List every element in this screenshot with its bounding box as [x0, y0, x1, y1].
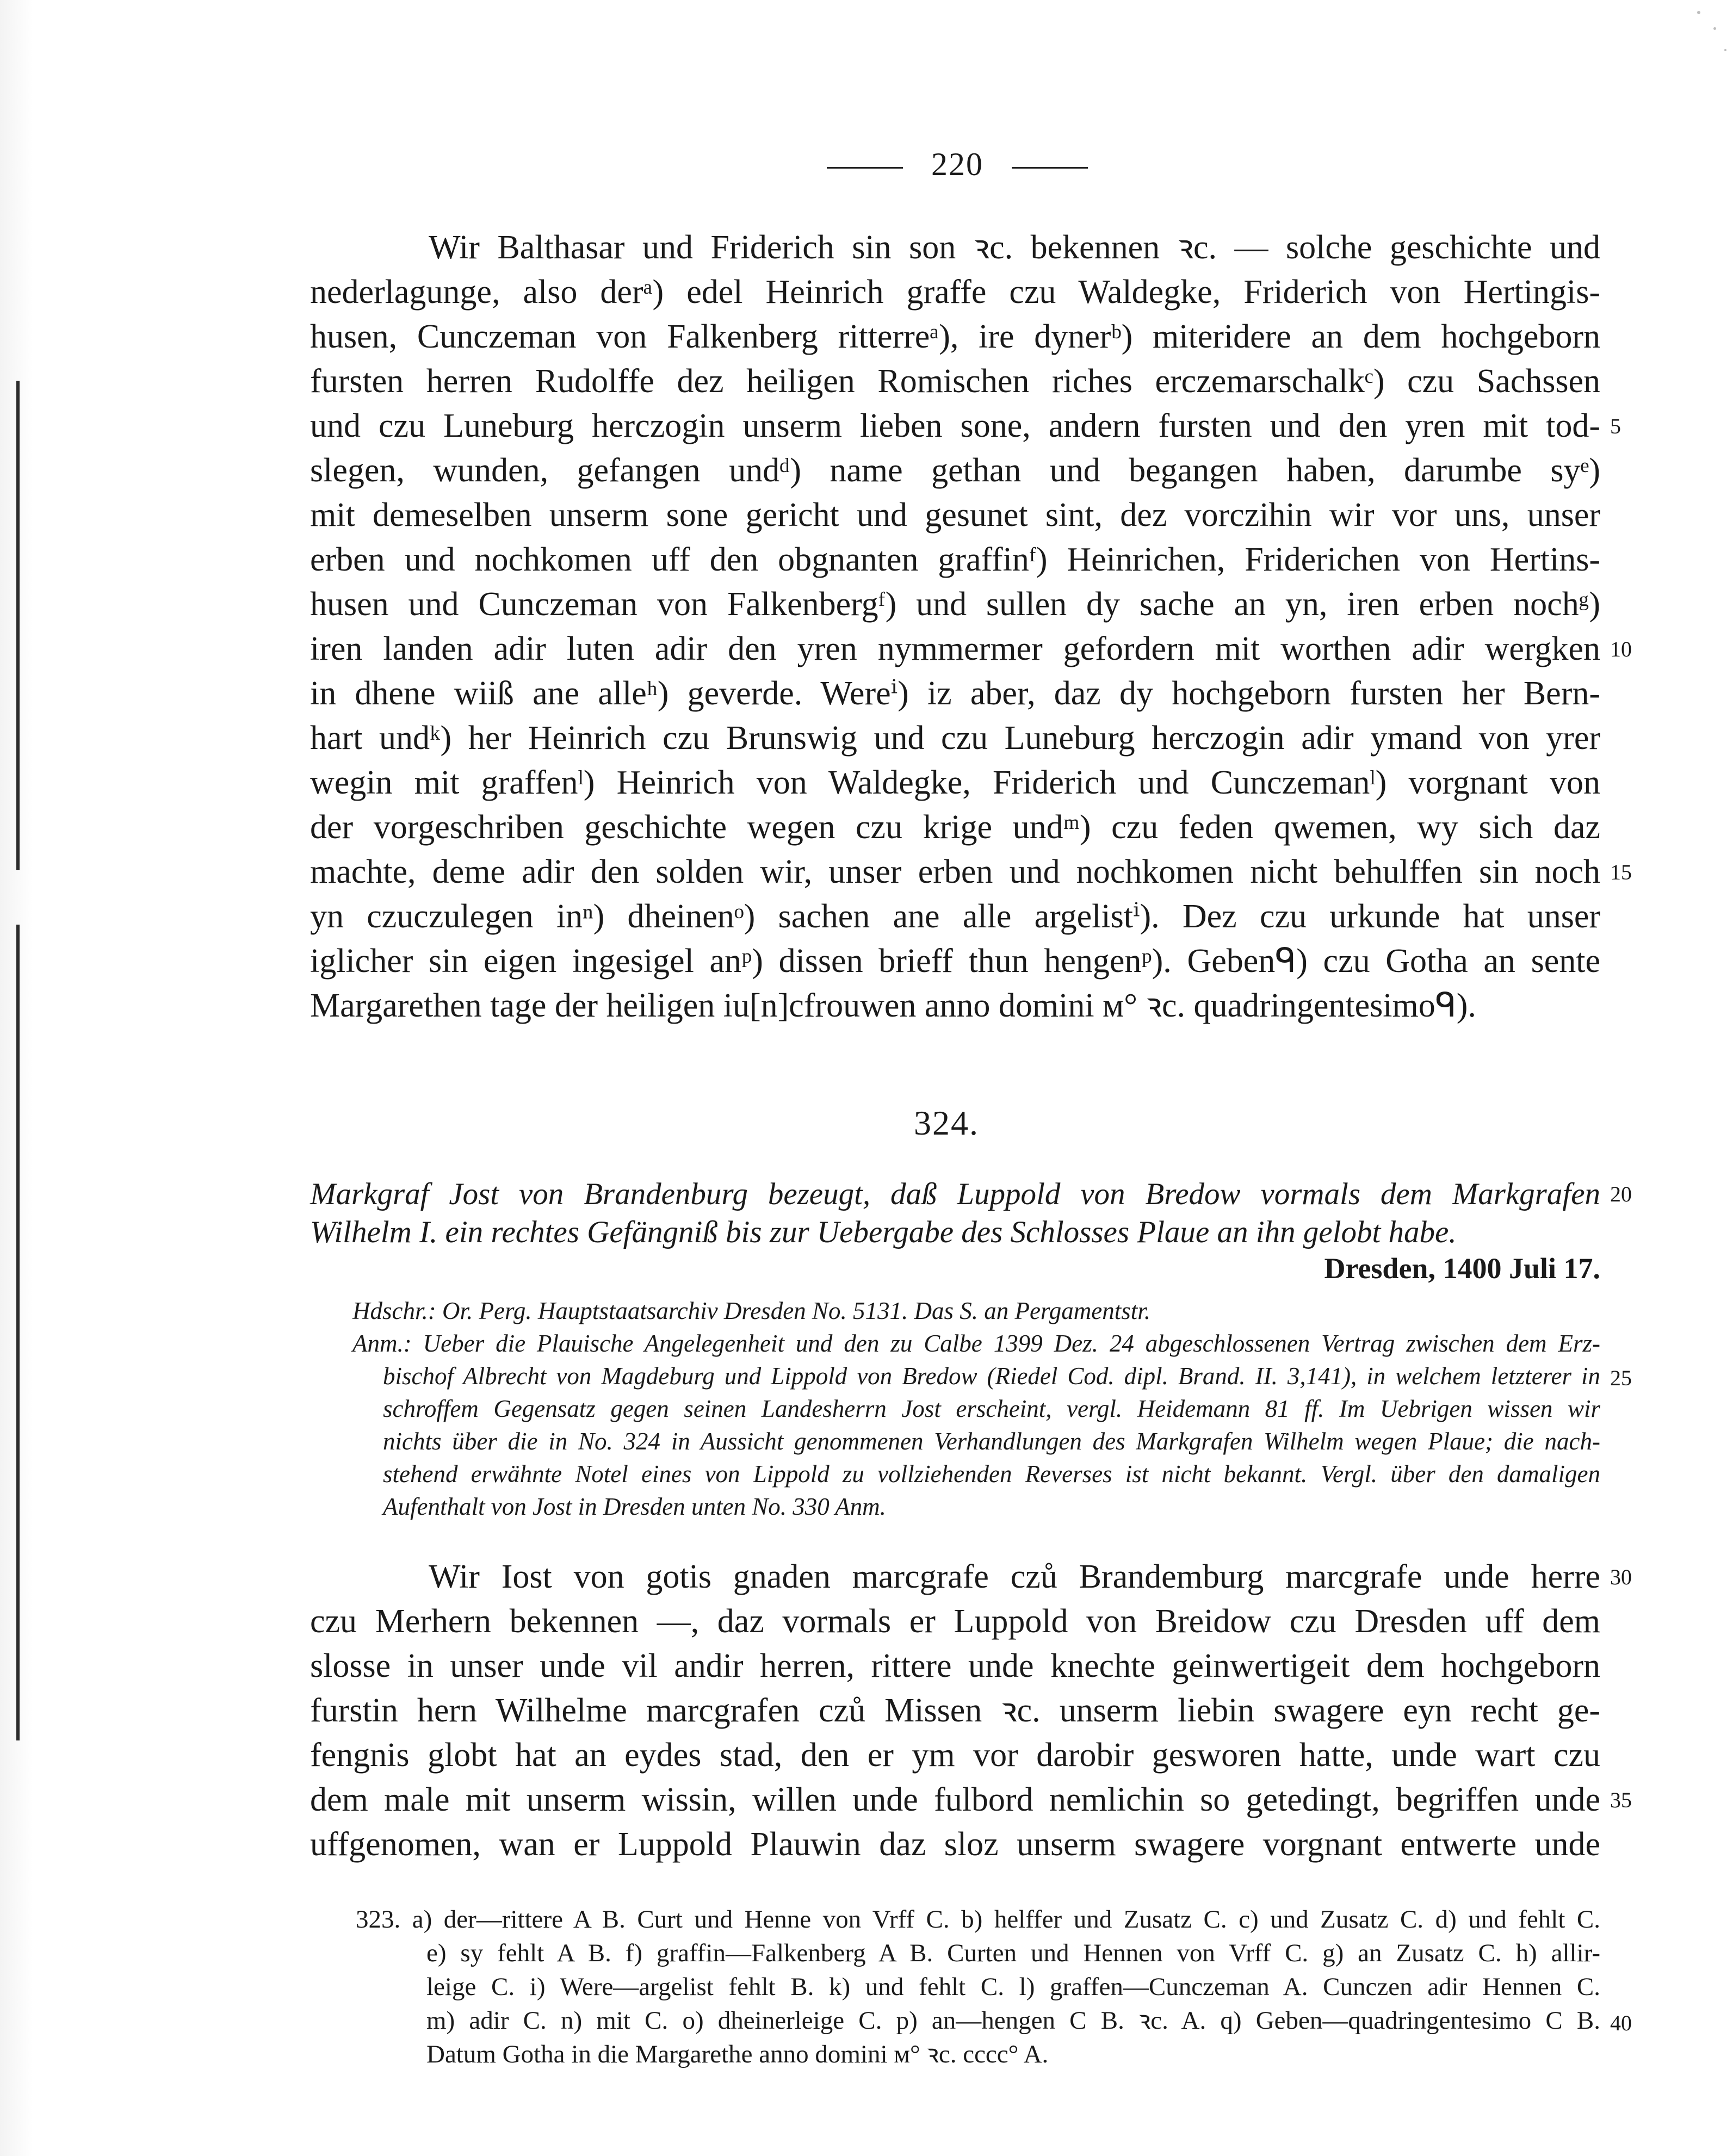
text-line: iglicher sin eigen ingesigel anᵖ) dissen brieff thun hengenᵖ). Gebenᑫ) czu Gotha an sente [310, 943, 1600, 980]
margin-line-number: 10 [1610, 637, 1632, 661]
footnote-line: m) adir C. n) mit C. o) dheinerleige C. p) an—hengen C B. ꝛc. A. q) Geben—quadringentesimo C B. [426, 2006, 1600, 2035]
text-line: uffgenomen, wan er Luppold Plauwin daz sloz unserm swagere vorgnant entwerte unde [310, 1826, 1600, 1863]
text-line: mit demeselben unserm sone gericht und gesunet sint, dez vorczihin wir vor uns, unser [310, 497, 1600, 534]
binding-shadow [16, 381, 20, 870]
binding-shadow [16, 925, 20, 1740]
text-line: Wir Iost von gotis gnaden marcgrafe czů Brandemburg marcgrafe unde herre [429, 1558, 1600, 1595]
regest-line: Markgraf Jost von Brandenburg bezeugt, daß Luppold von Bredow vormals dem Markgrafen [310, 1177, 1600, 1211]
text-line: fursten herren Rudolffe dez heiligen Romischen riches erczemarschalkᶜ) czu Sachssen [310, 363, 1600, 400]
text-line: der vorgeschriben geschichte wegen czu krige undᵐ) czu feden qwemen, wy sich daz [310, 809, 1600, 846]
page-number-dash [1012, 167, 1088, 169]
text-line: husen, Cunczeman von Falkenberg ritterreᵃ), ire dynerᵇ) miteridere an dem hochgeborn [310, 318, 1600, 355]
regest-line: Wilhelm I. ein rechtes Gefängniß bis zur Uebergabe des Schlosses Plaue an ihn gelobt habe. [310, 1215, 1457, 1249]
text-line: nederlagunge, also derᵃ) edel Heinrich graffe czu Waldegke, Friderich von Hertingis- [310, 274, 1600, 311]
text-line: slegen, wunden, gefangen undᵈ) name gethan und begangen haben, darumbe syᵉ) [310, 452, 1600, 489]
page-number-text: 220 [931, 146, 983, 182]
note-line: nichts über die in No. 324 in Aussicht genommenen Verhandlungen des Markgrafen Wilhelm wegen Plaue; die nach- [383, 1428, 1600, 1455]
text-line: erben und nochkomen uff den obgnanten graffinᶠ) Heinrichen, Friderichen von Hertins- [310, 541, 1600, 578]
document-date: Dresden, 1400 Juli 17. [1324, 1252, 1600, 1285]
text-line: furstin hern Wilhelme marcgrafen czů Missen ꝛc. unserm liebin swagere eyn recht ge- [310, 1692, 1600, 1729]
scan-speck [1724, 49, 1726, 51]
margin-line-number: 15 [1610, 860, 1632, 884]
note-line: bischof Albrecht von Magdeburg und Lippold von Bredow (Riedel Cod. dipl. Brand. II. 3,141), in welchem letzterer in [383, 1362, 1600, 1390]
footnote-line: Datum Gotha in die Margarethe anno domini ᴍ° ꝛc. cccc° A. [426, 2040, 1049, 2068]
note-line: Anm.: Ueber die Plauische Angelegenheit und den zu Calbe 1399 Dez. 24 abgeschlossenen Vertrag zwischen dem Erz- [352, 1330, 1600, 1357]
text-line: machte, deme adir den solden wir, unser erben und nochkomen nicht behulffen sin noch [310, 853, 1600, 890]
text-line: hart undᵏ) her Heinrich czu Brunswig und czu Luneburg herczogin adir ymand von yrer [310, 720, 1600, 757]
text-line: dem male mit unserm wissin, willen unde fulbord nemlichin so getedingt, begriffen unde [310, 1781, 1600, 1818]
note-line: Aufenthalt von Jost in Dresden unten No. 330 Anm. [383, 1493, 886, 1520]
margin-line-number: 30 [1610, 1565, 1632, 1589]
document-number: 324. [914, 1104, 979, 1142]
text-line: czu Merhern bekennen —, daz vormals er Luppold von Breidow czu Dresden uff dem [310, 1603, 1600, 1640]
footnote-line: 323. a) der—rittere A B. Curt und Henne von Vrff C. b) helffer und Zusatz C. c) und Zusatz C. d) und fehlt C. [356, 1905, 1600, 1934]
text-line: slosse in unser unde vil andir herren, rittere unde knechte geinwertigeit dem hochgeborn [310, 1647, 1600, 1684]
note-line: Hdschr.: Or. Perg. Hauptstaatsarchiv Dresden No. 5131. Das S. an Pergamentstr. [352, 1297, 1151, 1324]
text-line: iren landen adir luten adir den yren nymmermer gefordern mit worthen adir wergken [310, 630, 1600, 667]
footnote-line: e) sy fehlt A B. f) graffin—Falkenberg A B. Curten und Hennen von Vrff C. g) an Zusatz C. h) allir- [426, 1939, 1600, 1967]
text-line: in dhene wiiß ane alleʰ) geverde. Wereⁱ) iz aber, daz dy hochgeborn fursten her Bern- [310, 675, 1600, 712]
text-line: wegin mit graffenˡ) Heinrich von Waldegke, Friderich und Cunczemanˡ) vorgnant von [310, 764, 1600, 801]
margin-line-number: 5 [1610, 414, 1621, 438]
margin-line-number: 25 [1610, 1366, 1632, 1390]
scan-speck [1697, 11, 1700, 14]
margin-line-number: 40 [1610, 2011, 1632, 2035]
binding-edge [0, 0, 33, 2156]
text-line: Margarethen tage der heiligen iu[n]cfrouwen anno domini ᴍ° ꝛc. quadringentesimoᑫ). [310, 987, 1476, 1024]
text-line: Wir Balthasar und Friderich sin son ꝛc. bekennen ꝛc. — solche geschichte und [429, 229, 1600, 266]
page-number-dash [827, 167, 903, 169]
note-line: stehend erwähnte Notel eines von Lippold zu vollziehenden Reverses ist nicht bekannt. Vergl. über den damaligen [383, 1460, 1600, 1488]
margin-line-number: 35 [1610, 1788, 1632, 1812]
text-line: husen und Cunczeman von Falkenbergᶠ) und sullen dy sache an yn, iren erben nochᵍ) [310, 586, 1600, 623]
scan-speck [1713, 27, 1716, 30]
text-line: und czu Luneburg herczogin unserm lieben sone, andern fursten und den yren mit tod- [310, 407, 1600, 444]
text-line: fengnis globt hat an eydes stad, den er ym vor darobir gesworen hatte, unde wart czu [310, 1737, 1600, 1774]
text-line: yn czuczulegen inⁿ) dheinenᵒ) sachen ane alle argelistⁱ). Dez czu urkunde hat unser [310, 898, 1600, 935]
margin-line-number: 20 [1610, 1182, 1632, 1206]
page-number [794, 146, 1121, 183]
footnote-line: leige C. i) Were—argelist fehlt B. k) und fehlt C. l) graffen—Cunczeman A. Cunczen adir Hennen C. [426, 1973, 1600, 2001]
note-line: schroffem Gegensatz gegen seinen Landesherrn Jost erscheint, vergl. Heidemann 81 ff. Im Uebrigen wissen wir [383, 1395, 1600, 1422]
